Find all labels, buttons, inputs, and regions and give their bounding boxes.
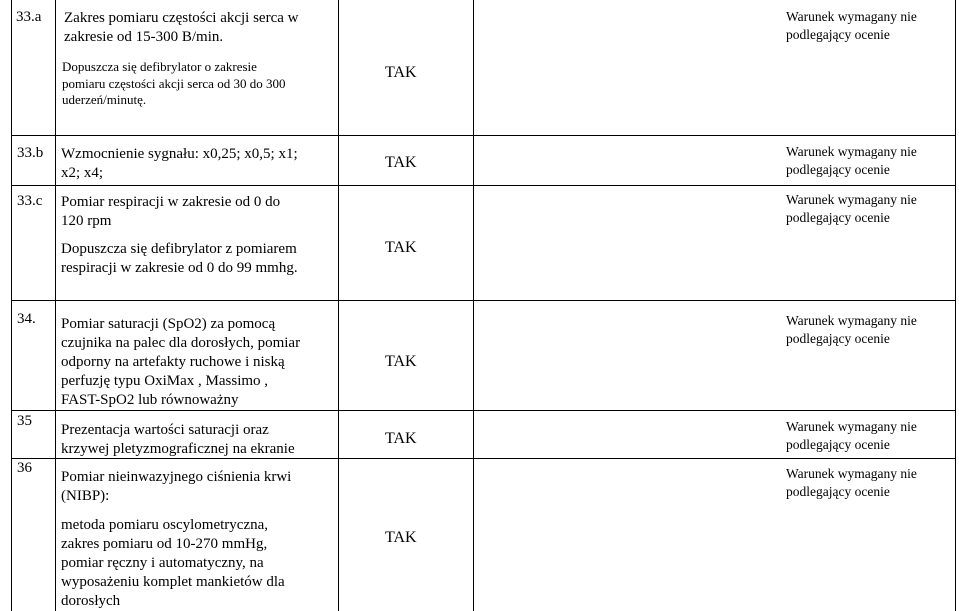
row-number: 34.	[17, 311, 36, 327]
description-line: wyposażeniu komplet mankietów dla	[61, 574, 285, 590]
row-description	[64, 9, 298, 47]
column-divider-2	[338, 0, 339, 611]
description-line: zakresie od 15-300 B/min.	[64, 29, 224, 45]
row-divider	[11, 300, 956, 301]
requirement-note	[786, 8, 917, 43]
row-description	[61, 315, 300, 410]
description-line: Wzmocnienie sygnału: x0,25; x0,5; x1;	[61, 146, 298, 162]
description-line: Dopuszcza się defibrylator o zakresie	[62, 59, 257, 74]
description-line: Zakres pomiaru częstości akcji serca w	[64, 10, 299, 26]
row-sub-description	[62, 59, 285, 109]
note-line: podlegający ocenie	[786, 330, 890, 346]
requirement-note	[786, 191, 917, 226]
description-line: 120 rpm	[61, 213, 112, 229]
row-divider	[11, 135, 956, 136]
description-line: perfuzję typu OxiMax , Massimo ,	[61, 373, 269, 389]
row-number: 35	[17, 413, 32, 429]
description-line: metoda pomiaru oscylometryczna,	[61, 517, 269, 533]
row-description	[61, 468, 291, 506]
answer-value: TAK	[385, 64, 417, 81]
description-line: pomiaru częstości akcji serca od 30 do 300	[62, 75, 286, 91]
description-line: krzywej pletyzmograficznej na ekranie	[61, 441, 295, 457]
description-line: Pomiar respiracji w zakresie od 0 do	[61, 194, 281, 210]
description-line: zakres pomiaru od 10-270 mmHg,	[61, 536, 268, 552]
description-line: pomiar ręczny i automatyczny, na	[61, 555, 264, 571]
row-description	[61, 193, 280, 231]
row-description	[61, 421, 295, 459]
answer-value: TAK	[385, 239, 417, 256]
answer-value: TAK	[385, 430, 417, 447]
description-line: Pomiar saturacji (SpO2) za pomocą	[61, 316, 276, 332]
row-divider	[11, 185, 956, 186]
note-line: Warunek wymagany nie	[786, 466, 917, 481]
row-number: 33.c	[17, 193, 43, 209]
note-line: Warunek wymagany nie	[786, 313, 917, 328]
note-line: Warunek wymagany nie	[786, 192, 917, 207]
description-line: Dopuszcza się defibrylator z pomiarem	[61, 241, 297, 257]
requirement-note	[786, 143, 917, 178]
description-line: uderzeń/minutę.	[62, 92, 147, 107]
description-line: (NIBP):	[61, 488, 110, 504]
note-line: podlegający ocenie	[786, 26, 890, 42]
requirement-note	[786, 418, 917, 453]
row-number: 33.b	[17, 145, 44, 161]
column-divider-1	[55, 0, 56, 611]
answer-value: TAK	[385, 529, 417, 546]
row-description	[61, 145, 298, 183]
note-line: podlegający ocenie	[786, 436, 890, 452]
requirement-note	[786, 312, 917, 347]
description-line: FAST-SpO2 lub równoważny	[61, 392, 239, 408]
row-sub-description	[61, 240, 298, 278]
description-line: respiracji w zakresie od 0 do 99 mmhg.	[61, 260, 298, 276]
note-line: Warunek wymagany nie	[786, 419, 917, 434]
description-line: Pomiar nieinwazyjnego ciśnienia krwi	[61, 469, 292, 485]
row-sub-description	[61, 516, 285, 611]
description-line: dorosłych	[61, 593, 121, 609]
row-number: 33.a	[16, 9, 42, 25]
note-line: Warunek wymagany nie	[786, 9, 917, 24]
row-divider	[11, 410, 956, 411]
table-border-right	[955, 0, 956, 611]
note-line: Warunek wymagany nie	[786, 144, 917, 159]
description-line: czujnika na palec dla dorosłych, pomiar	[61, 335, 301, 351]
table-border-left	[11, 0, 12, 611]
description-line: x2; x4;	[61, 165, 104, 181]
description-line: odporny na artefakty ruchowe i niską	[61, 354, 285, 370]
requirement-note	[786, 465, 917, 500]
note-line: podlegający ocenie	[786, 209, 890, 225]
answer-value: TAK	[385, 154, 417, 171]
answer-value: TAK	[385, 353, 417, 370]
note-line: podlegający ocenie	[786, 483, 890, 499]
description-line: Prezentacja wartości saturacji oraz	[61, 422, 269, 438]
note-line: podlegający ocenie	[786, 161, 890, 177]
row-number: 36	[17, 460, 32, 476]
column-divider-3	[473, 0, 474, 611]
